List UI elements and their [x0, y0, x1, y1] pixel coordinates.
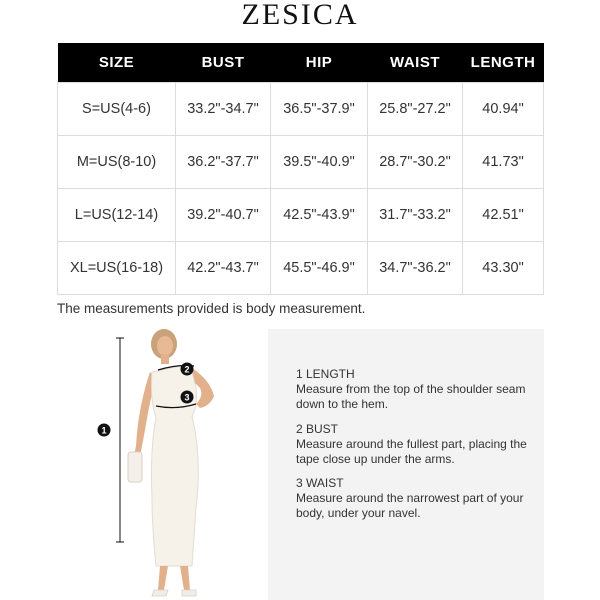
- model-clutch: [128, 452, 142, 482]
- cell-bust: 42.2"-43.7": [176, 242, 271, 295]
- cell-size: L=US(12-14): [58, 189, 176, 242]
- model-legs: [158, 566, 190, 590]
- header-length: LENGTH: [463, 43, 544, 83]
- model-shoes: [152, 590, 196, 596]
- model-neck: [161, 354, 169, 364]
- guide-item-waist: [296, 476, 536, 521]
- guide-item-bust: [296, 422, 536, 467]
- marker-bust: [181, 363, 194, 376]
- cell-hip: 36.5"-37.9": [271, 83, 368, 136]
- table-row: [58, 189, 544, 242]
- table-header-row: [58, 43, 544, 83]
- marker-waist: [181, 391, 194, 404]
- header-bust: BUST: [176, 43, 271, 83]
- svg-text:3: 3: [184, 392, 190, 403]
- guide-item-length: [296, 367, 536, 412]
- svg-text:1: 1: [101, 425, 107, 436]
- marker-length: [98, 424, 111, 437]
- cell-length: 43.30": [463, 242, 544, 295]
- model-figure: [92, 328, 262, 600]
- model-face: [157, 336, 173, 356]
- cell-waist: 25.8"-27.2": [368, 83, 463, 136]
- guide-description: Measure around the narrowest part of your body, under your navel.: [296, 491, 524, 520]
- header-waist: WAIST: [368, 43, 463, 83]
- cell-bust: 33.2"-34.7": [176, 83, 271, 136]
- cell-hip: 39.5"-40.9": [271, 136, 368, 189]
- cell-waist: 28.7"-30.2": [368, 136, 463, 189]
- guide-description: Measure around the fullest part, placing the tape close up under the arms.: [296, 437, 527, 466]
- cell-waist: 34.7"-36.2": [368, 242, 463, 295]
- cell-bust: 36.2"-37.7": [176, 136, 271, 189]
- cell-length: 40.94": [463, 83, 544, 136]
- table-row: [58, 136, 544, 189]
- guide-title: 3 WAIST: [296, 476, 344, 490]
- table-row: [58, 83, 544, 136]
- size-chart-table: [57, 43, 544, 295]
- guide-title: 1 LENGTH: [296, 367, 355, 381]
- cell-size: M=US(8-10): [58, 136, 176, 189]
- cell-waist: 31.7"-33.2": [368, 189, 463, 242]
- cell-bust: 39.2"-40.7": [176, 189, 271, 242]
- cell-hip: 42.5"-43.9": [271, 189, 368, 242]
- cell-length: 41.73": [463, 136, 544, 189]
- brand-logo: ZESICA: [241, 0, 359, 31]
- table-row: [58, 242, 544, 295]
- header-size: SIZE: [58, 43, 176, 83]
- header-hip: HIP: [271, 43, 368, 83]
- guide-title: 2 BUST: [296, 422, 339, 436]
- cell-size: XL=US(16-18): [58, 242, 176, 295]
- svg-text:2: 2: [184, 364, 190, 375]
- guide-description: Measure from the top of the shoulder seam down to the hem.: [296, 382, 526, 411]
- cell-length: 42.51": [463, 189, 544, 242]
- cell-hip: 45.5"-46.9": [271, 242, 368, 295]
- measurement-guide-panel: [268, 329, 544, 600]
- cell-size: S=US(4-6): [58, 83, 176, 136]
- measurement-note: The measurements provided is body measurement.: [57, 301, 366, 316]
